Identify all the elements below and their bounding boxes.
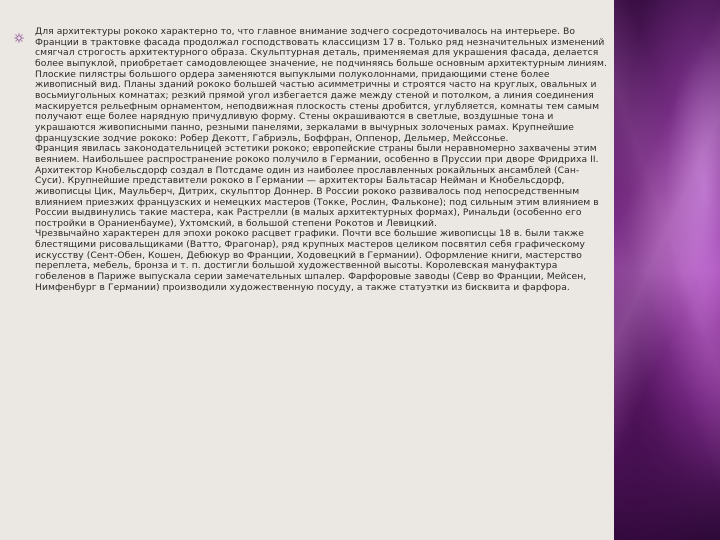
decorative-purple-panel: [614, 0, 720, 540]
paragraph-rococo-architecture: Для архитектуры рококо характерно то, что главное внимание зодчего сосредоточивалось на интерьере. Во Франции в трактовке фасада продолжал господствовать классицизм 17 в. Только ряд незначительных изменений смягчал строгость архитектурного образа. Скульптурная деталь, применяемая для украшения фасада, делается более выпуклой, приобретает самодовлеющее значение, не подчиняясь больше основным архитектурным линиям. Плоские пилястры большого ордера заменяются выпуклыми полуколоннами, придающими стене более живописный вид. Планы зданий рококо большей частью асимметричны и строятся часто на круглых, овальных и восьмиугольных комнатах; резкий прямой угол избегается даже между стеной и потолком, а линия соединения маскируется рельефным орнаментом, неподвижная плоскость стены дробится, углубляется, комнаты тем самым получают еще более нарядную причудливую форму. Стены окрашиваются в светлые, воздушные тона и украшаются живописными панно, резными панелями, зеркалами в вычурных золоченых рамах. Крупнейшие французские зодчие рококо: Робер Декотт, Габриэль, Боффран, Оппенор, Дельмер, Мейссонье.: [35, 26, 607, 144]
paragraph-rococo-europe: Франция явилась законодательницей эстетики рококо; европейские страны были неравномерно захвачены этим веянием. Наибольшее распространение рококо получило в Германии, особенно в Пруссии при дворе Фридриха II. Архитектор Кнобельсдорф создал в Потсдаме один из наиболее прославленных рокайльных ансамблей (Сан-Суси). Крупнейшие представители рококо в Германии — архитекторы Бальтасар Нейман и Кнобельсдорф, живописцы Цик, Маульберч, Дитрих, скульптор Доннер. В России рококо развивалось под непосредственным влиянием приезжих французских и немецких мастеров (Токке, Рослин, Фальконе); под сильным этим влиянием в России выдвинулись такие мастера, как Растрелли (в малых архитектурных формах), Ринальди (особенно его постройки в Ораниенбауме), Ухтомский, в большой степени Рокотов и Левицкий.: [35, 143, 599, 229]
sun-bullet-icon: [14, 33, 24, 43]
paragraph-rococo-graphics: Чрезвычайно характерен для эпохи рококо расцвет графики. Почти все большие живописцы 18 в. были также блестящими рисовальщиками (Ватто, Фрагонар), ряд крупных мастеров целиком посвятил себя графическому искусству (Сент-Обен, Кошен, Дебюкур во Франции, Ходовецкий в Германии). Оформление книги, мастерство переплета, мебель, бронза и т. п. достигли большой художественной высоты. Королевская мануфактура гобеленов в Париже выпускала серии замечательных шпалер. Фарфоровые заводы (Севр во Франции, Мейсен, Нимфенбург в Германии) производили художественную посуду, а также статуэтки из бисквита и фарфора.: [35, 228, 587, 293]
body-text: [35, 27, 607, 293]
